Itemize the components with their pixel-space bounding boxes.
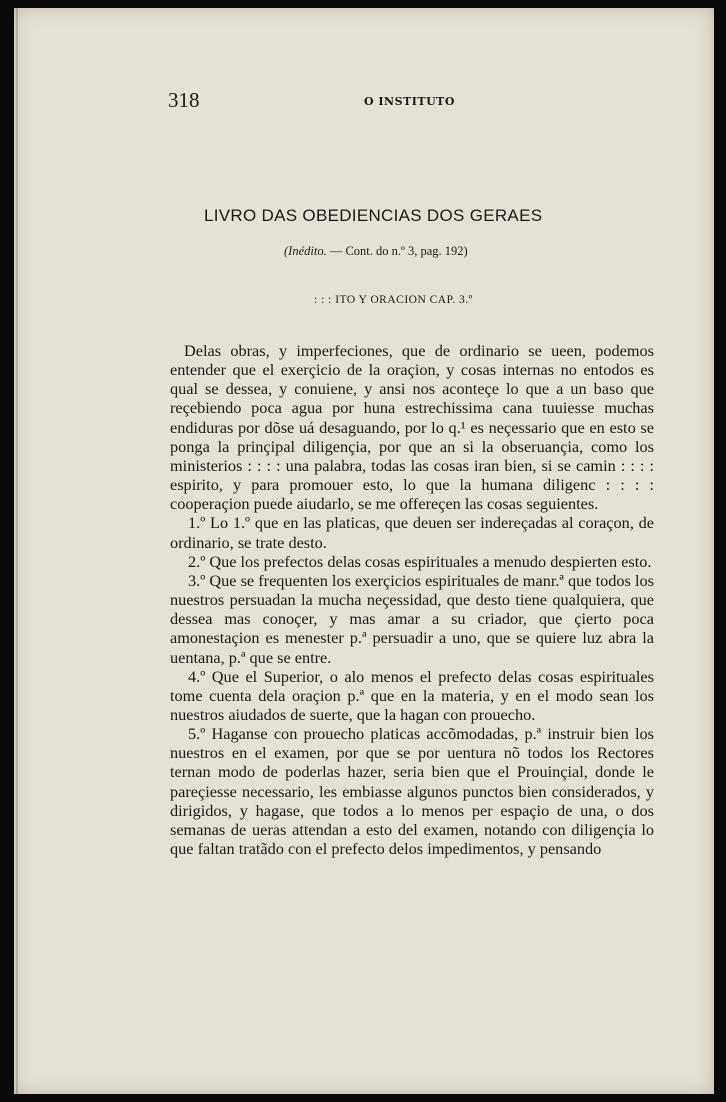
printed-page bbox=[14, 8, 714, 1094]
subtitle-rest: — Cont. do n.º 3, pag. 192) bbox=[329, 244, 468, 258]
paragraph-item-1: 1.º Lo 1.º que en las platicas, que deuen ser indereçadas al coraçon, de ordinario, se trate desto. bbox=[170, 513, 654, 552]
running-head: O INSTITUTO bbox=[364, 95, 455, 108]
article-title: LIVRO DAS OBEDIENCIAS DOS GERAES bbox=[204, 206, 543, 225]
page-number: 318 bbox=[168, 88, 200, 112]
paragraph-item-5: 5.º Haganse con prouecho platicas accõmodadas, p.ª instruir bien los nuestros en el examen, por que se por uentura nõ todos los Rectores ternan modo de poderlas hazer, seria bien que el Prouinçial, donde le pareçiesse necessario, les embiasse algunos punctos bien considerados, y dirigidos, y hagase, que todos a lo menos per espaçio de una, o dos semanas de ueras attendan a esto del examen, notando con diligençia lo que faltan tratãdo con el prefecto delos impedimentos, y pensando bbox=[170, 724, 654, 859]
body-text bbox=[170, 341, 654, 858]
paragraph-intro: Delas obras, y imperfeciones, que de ordinario se ueen, podemos entender que el exerçicio de la oraçion, y cosas internas no entodos es qual se dessea, y conuiene, y ansi nos aconteçe lo que a un baso que reçebiendo poca agua por huna estrechissima cana tuuiesse muchas endiduras por dõse uá desaguando, por lo q.¹ es neçessario que en esto se ponga la prinçipal diligençia, por que an si la obseruançia, como los ministerios : : : : una palabra, todas las cosas iran bien, si se camin : : : : espirito, y para promouer esto, lo que la humana diligenc : : : : cooperaçion puede aiudarlo, se me offereçen las cosas seguientes. bbox=[170, 341, 654, 514]
page-edge-shadow bbox=[16, 8, 18, 1094]
paragraph-item-4: 4.º Que el Superior, o alo menos el prefecto delas cosas espirituales tome cuenta dela oraçion p.ª que en la materia, y en el modo sean los nuestros aiudados de suerte, que la hagan con prouecho. bbox=[170, 666, 654, 724]
section-heading: : : : ITO Y ORACION CAP. 3.º bbox=[314, 294, 473, 306]
paragraph-item-3: 3.º Que se frequenten los exerçicios espirituales de manr.ª que todos los nuestros persuadan la mucha neçessidad, que desto tiene qualquiera, que dessea mas conoçer, y mas amar a su criador, que çierto poca amonestaçion es menester p.ª persuadir a uno, que se quiere luz abra la uentana, p.ª que se entre. bbox=[170, 570, 654, 667]
subtitle-italic: (Inédito. bbox=[284, 244, 327, 258]
article-subtitle bbox=[284, 244, 584, 259]
paragraph-item-2: 2.º Que los prefectos delas cosas espirituales a menudo despierten esto. bbox=[188, 551, 652, 571]
